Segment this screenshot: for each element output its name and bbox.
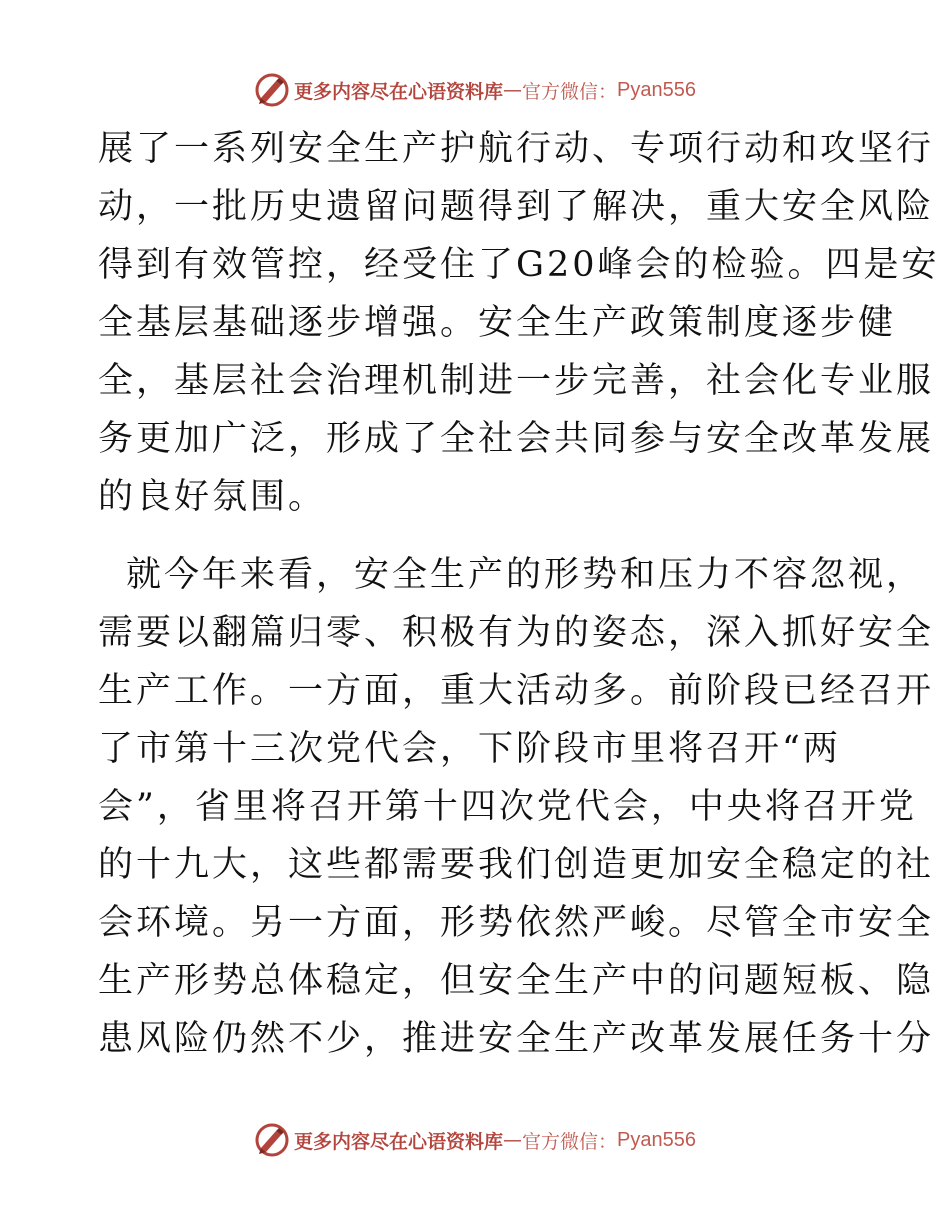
pen-logo-icon [254,72,290,108]
header-wechat-label: 官方微信： [522,80,618,103]
footer-separator: — [503,1129,523,1151]
footer-brand-text: 更多内容尽在心语资料库 [294,1130,504,1153]
header-banner [0,70,950,110]
text-line: 生产工作。一方面，重大活动多。前阶段已经召开 [98,671,935,711]
text-line: 就今年来看，安全生产的形势和压力不容忽视， [126,555,925,595]
text-line: 全，基层社会治理机制进一步完善，社会化专业服 [98,361,935,401]
text-line: 务更加广泛，形成了全社会共同参与安全改革发展 [98,419,935,459]
footer-wechat-label: 官方微信： [522,1130,618,1153]
text-line: 患风险仍然不少，推进安全生产改革发展任务十分 [98,1019,935,1059]
text-line: 全基层基础逐步增强。安全生产政策制度逐步健 [98,303,897,343]
text-line: 的良好氛围。 [98,477,327,517]
header-wechat-id: Pyan556 [617,78,696,101]
text-line: 得到有效管控，经受住了G20峰会的检验。四是安 [98,245,940,285]
footer-wechat-id: Pyan556 [617,1128,696,1151]
text-line: 展了一系列安全生产护航行动、专项行动和攻坚行 [98,129,935,169]
text-line: 会”，省里将召开第十四次党代会，中央将召开党 [98,787,917,827]
header-brand-text: 更多内容尽在心语资料库 [294,80,504,103]
document-body [98,120,940,1068]
text-line: 的十九大，这些都需要我们创造更加安全稳定的社 [98,845,935,885]
text-line: 动，一批历史遗留问题得到了解决，重大安全风险 [98,187,935,227]
pen-logo-icon [254,1122,290,1158]
text-line: 会环境。另一方面，形势依然严峻。尽管全市安全 [98,903,935,943]
header-separator: — [503,79,523,101]
text-line: 了市第十三次党代会，下阶段市里将召开“两 [98,729,841,769]
paragraph-1 [98,120,940,526]
paragraph-2 [98,546,935,1068]
footer-banner [0,1120,950,1160]
text-line: 生产形势总体稳定，但安全生产中的问题短板、隐 [98,961,935,1001]
paragraph-gap [98,526,850,546]
text-line: 需要以翻篇归零、积极有为的姿态，深入抓好安全 [98,613,935,653]
